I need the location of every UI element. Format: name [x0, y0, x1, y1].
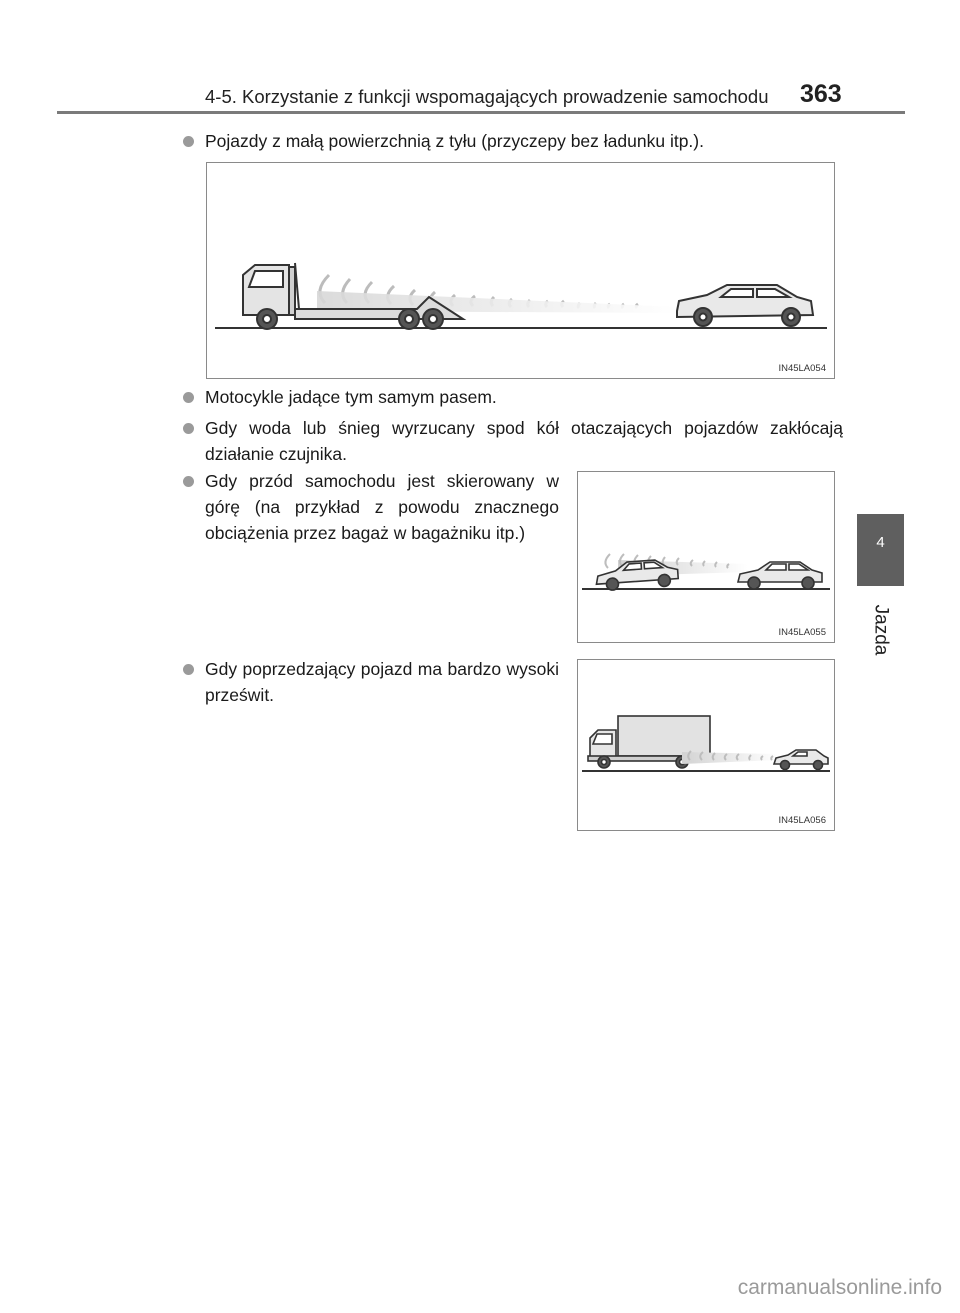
bullet-icon [183, 136, 194, 147]
figure-code: IN45LA056 [778, 815, 826, 826]
bullet-icon [183, 423, 194, 434]
chapter-name [860, 600, 900, 660]
header-divider [57, 111, 905, 114]
illustration-high-clearance [577, 659, 835, 831]
chapter-name-label: Jazda [870, 604, 892, 656]
watermark: carmanualsonline.info [737, 1276, 942, 1299]
illustration-raised-front [577, 471, 835, 643]
chapter-number: 4 [876, 534, 885, 551]
list-item-text: Gdy poprzedzający pojazd ma bardzo wysoki prześwit. [205, 659, 559, 705]
list-item-text: Motocykle jadące tym samym pasem. [205, 387, 497, 407]
bullet-icon [183, 392, 194, 403]
bullet-icon [183, 476, 194, 487]
list-item [183, 468, 559, 546]
figure-code: IN45LA054 [778, 363, 826, 374]
illustration-trailer [206, 162, 835, 379]
chapter-tab [857, 514, 904, 586]
page-number: 363 [800, 80, 842, 108]
bullet-icon [183, 664, 194, 675]
figure-code: IN45LA055 [778, 627, 826, 638]
section-title: 4-5. Korzystanie z funkcji wspomagających prowadzenie samochodu [205, 86, 769, 107]
list-item [183, 128, 843, 154]
list-item [183, 384, 843, 410]
list-item-text: Gdy woda lub śnieg wyrzucany spod kół otaczających pojazdów zakłócają działanie czujnika. [205, 418, 843, 464]
list-item [183, 656, 559, 708]
list-item-text: Pojazdy z małą powierzchnią z tyłu (przyczepy bez ładunku itp.). [205, 131, 704, 151]
list-item-text: Gdy przód samochodu jest skierowany w górę (na przykład z powodu znacznego obciążenia przez bagaż w bagażniku itp.) [205, 471, 559, 543]
list-item [183, 415, 843, 467]
